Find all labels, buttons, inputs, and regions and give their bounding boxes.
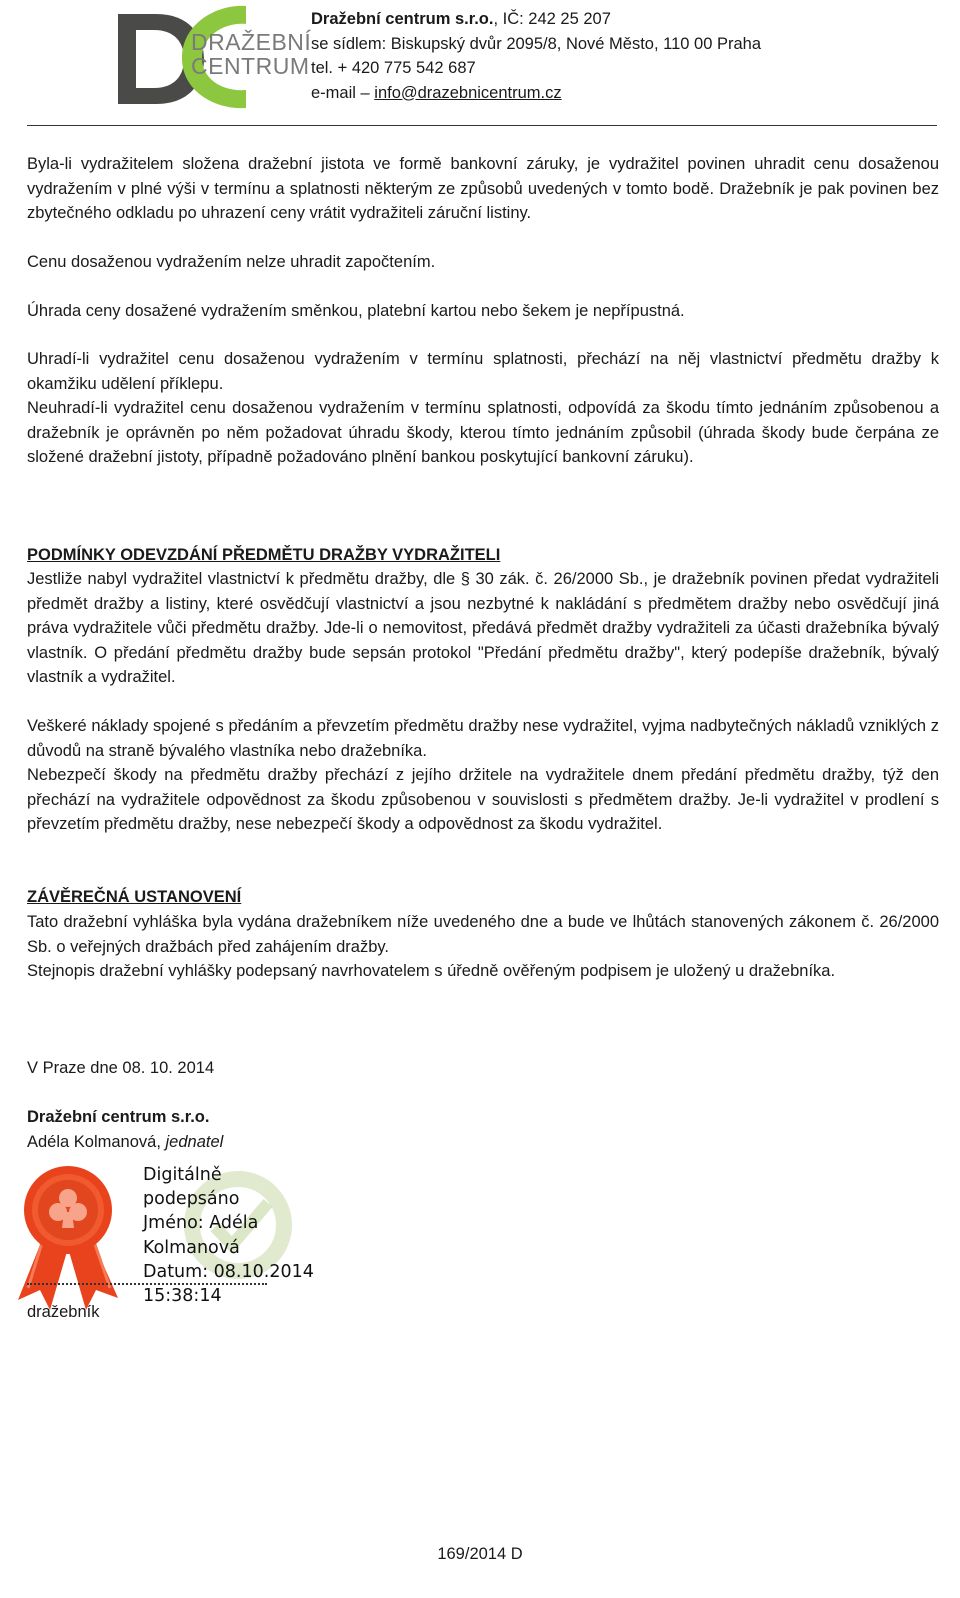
digital-line-2: podepsáno [143, 1189, 240, 1210]
paragraph-2: Cenu dosaženou vydražením nelze uhradit započtením. [27, 253, 436, 271]
paragraph-10: Stejnopis dražební vyhlášky podepsaný navrhovatelem s úředně ověřeným podpisem je uložený u dražebníka. [27, 962, 836, 980]
email-label: e-mail – [311, 83, 375, 102]
digital-line-6: 15:38:14 [143, 1286, 222, 1307]
paragraph-9: Tato dražební vyhláška byla vydána dražebníkem níže uvedeného dne a bude ve lhůtách stanovených zákonem č. 26/2000 Sb. o veřejných dražbách před zahájením dražby. [27, 913, 939, 956]
digital-line-5: Datum: 08.10.2014 [143, 1261, 314, 1282]
company-name: Dražební centrum s.r.o. [311, 10, 494, 28]
digital-line-1: Digitálně [143, 1165, 222, 1185]
digital-line-4: Kolmanová [143, 1237, 240, 1258]
page-reference: 169/2014 D [437, 1545, 523, 1563]
date-line: V Praze dne 08. 10. 2014 [27, 1059, 215, 1077]
signature-company: Dražební centrum s.r.o. [27, 1108, 210, 1126]
email-line [311, 81, 761, 106]
paragraph-3: Úhrada ceny dosažené vydražením směnkou, platební kartou nebo šekem je nepřípustná. [27, 302, 685, 320]
header-company-line [311, 7, 761, 32]
company-address: se sídlem: Biskupský dvůr 2095/8, Nové Město, 110 00 Praha [311, 34, 762, 53]
company-logo [112, 0, 312, 110]
signature-role: jednatel [165, 1133, 224, 1151]
red-seal-icon [6, 1160, 131, 1310]
paragraph-5: Neuhradí-li vydražitel cenu dosaženou vydražením v termínu splatnosti, odpovídá za škodu tímto jednáním způsobenou a dražebník je oprávněn po něm požadovat úhradu škody, kterou tímto jednáním způsobil (úhrada škody bude čerpána ze složené dražební jistoty, případně požadováno plnění bankou poskytující bankovní záruku). [27, 399, 939, 467]
header-info [311, 7, 761, 105]
company-phone: tel. + 420 775 542 687 [311, 59, 476, 77]
signature-dotted-line [27, 1283, 267, 1285]
signature-caption: dražebník [27, 1303, 100, 1321]
paragraph-8: Nebezpečí škody na předmětu dražby přechází z jejího držitele na vydražitele dnem předání předmětu dražby, týž den přechází na vydražitele odpovědnost za škodu způsobenou v souvislosti s předmětem dražby. Je-li vydražitel v prodlení s převzetím předmětu dražby, nese nebezpečí škody a odpovědnost za škodu vydražitel. [27, 766, 939, 834]
paragraph-6: Jestliže nabyl vydražitel vlastnictví k předmětu dražby, dle § 30 zák. č. 26/2000 Sb., je dražebník povinen předat vydražiteli předmět dražby a listiny, které osvědčují vlastnictví a jsou nezbytné k nakládání s předmětem dražby nebo osvědčují jiná práva vydražitele vůči předmětu dražby. Jde-li o nemovitost, předává předmět dražby vydražiteli za účasti dražebníka bývalý vlastník. O předání předmětu dražby bude sepsán protokol "Předání předmětu dražby", který podepíše dražebník, bývalý vlastník a vydražitel. [27, 570, 939, 687]
company-ic: , IČ: 242 25 207 [493, 10, 611, 28]
header-divider [27, 125, 937, 126]
signature-person-line [27, 1130, 939, 1155]
digital-signature-text [143, 1163, 314, 1308]
section-heading-final: ZÁVĚREČNÁ USTANOVENÍ [27, 888, 242, 906]
paragraph-7: Veškeré náklady spojené s předáním a převzetím předmětu dražby nese vydražitel, vyjma nadbytečných nákladů vzniklých z důvodů na straně bývalého vlastníka nebo dražebníka. [27, 717, 939, 760]
paragraph-1: Byla-li vydražitelem složena dražební jistota ve formě bankovní záruky, je vydražitel povinen uhradit cenu dosaženou vydražením v plné výši v termínu a splatnosti některým ze způsobů uvedených v tomto bodě. Dražebník je pak povinen bez zbytečného odkladu po uhrazení ceny vrátit vydražiteli záruční listiny. [27, 155, 939, 223]
digital-line-3: Jméno: Adéla [143, 1213, 259, 1234]
paragraph-4: Uhradí-li vydražitel cenu dosaženou vydražením v termínu splatnosti, přechází na něj vlastnictví předmětu dražby k okamžiku udělení příklepu. [27, 350, 939, 393]
logo-line-2: CENTRUM [191, 53, 310, 79]
signature-person: Adéla Kolmanová, [27, 1133, 166, 1151]
section-heading-handover: PODMÍNKY ODEVZDÁNÍ PŘEDMĚTU DRAŽBY VYDRAŽITELI [27, 546, 501, 564]
email-link[interactable]: info@drazebnicentrum.cz [374, 83, 562, 102]
logo-line-1: DRAŽEBNÍ [191, 29, 312, 55]
